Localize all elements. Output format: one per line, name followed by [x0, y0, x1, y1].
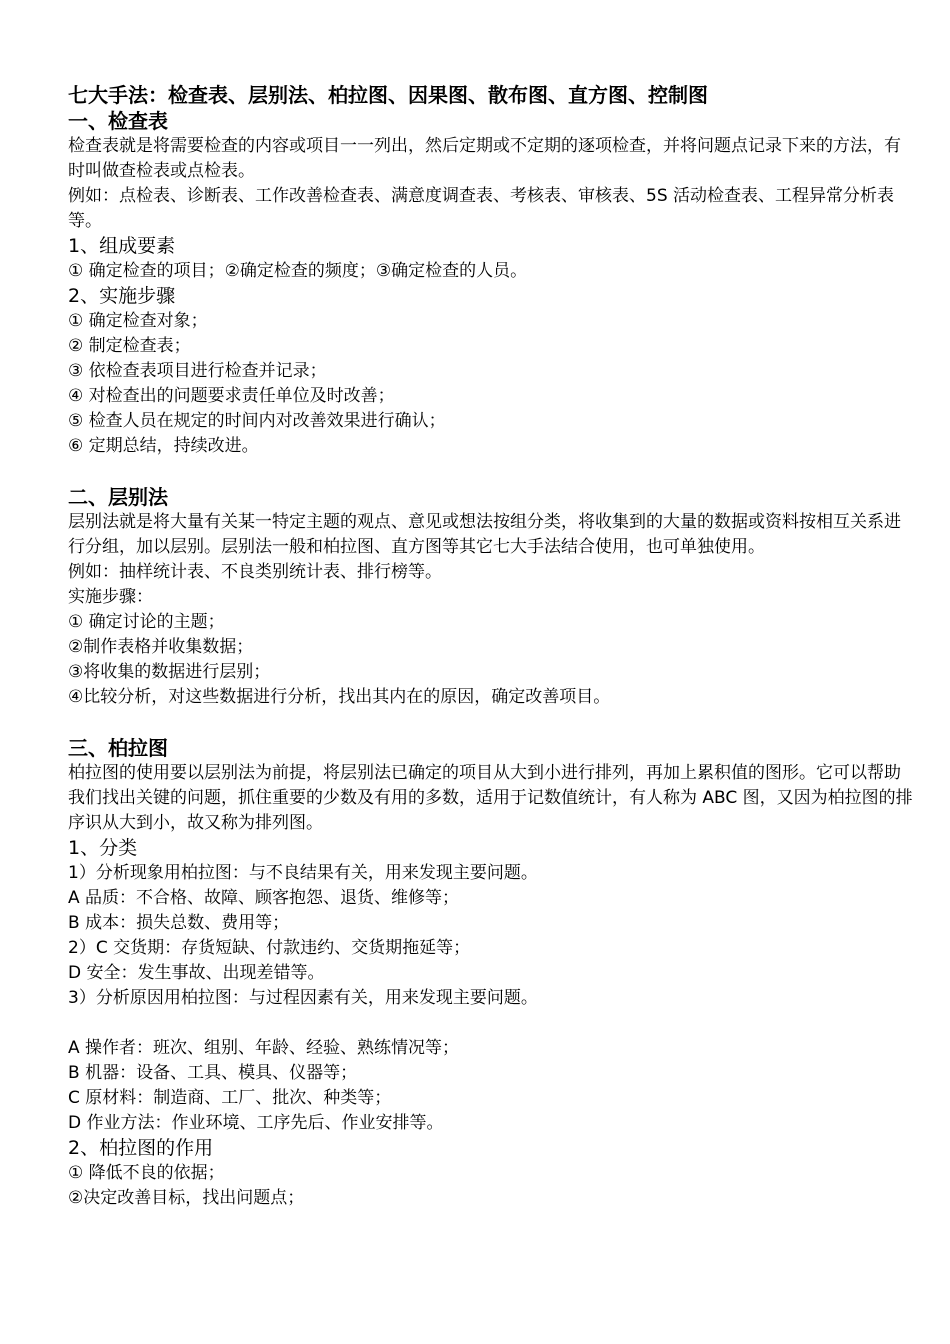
subheading: 2、柏拉图的作用	[68, 1137, 214, 1159]
list-item: ③将收集的数据进行层别；	[68, 662, 271, 682]
spacer	[68, 459, 916, 484]
section-heading-checklist: 一、检查表	[68, 109, 168, 133]
subheading: 1、组成要素	[68, 235, 176, 257]
list-item: ③ 依检查表项目进行检查并记录；	[68, 361, 327, 381]
list-item: ④比较分析，对这些数据进行分析，找出其内在的原因，确定改善项目。	[68, 687, 611, 707]
paragraph: 例如：抽样统计表、不良类别统计表、排行榜等。	[68, 562, 442, 582]
list-item: ⑤ 检查人员在规定的时间内对改善效果进行确认；	[68, 411, 446, 431]
list-item: 3）分析原因用柏拉图：与过程因素有关，用来发现主要问题。	[68, 988, 538, 1008]
list-item: ② 制定检查表；	[68, 336, 191, 356]
list-item: A 操作者：班次、组别、年龄、经验、熟练情况等；	[68, 1038, 460, 1058]
document-page	[68, 82, 916, 1211]
list-item: D 作业方法：作业环境、工序先后、作业安排等。	[68, 1113, 444, 1133]
section-heading-pareto: 三、柏拉图	[68, 736, 168, 760]
paragraph: 检查表就是将需要检查的内容或项目一一列出，然后定期或不定期的逐项检查，并将问题点记录下来的方法，有时叫做查检表或点检表。	[68, 136, 901, 181]
section-heading-stratification: 二、层别法	[68, 485, 168, 509]
paragraph: 柏拉图的使用要以层别法为前提，将层别法已确定的项目从大到小进行排列，再加上累积值的图形。它可以帮助我们找出关键的问题，抓住重要的少数及有用的多数，适用于记数值统计，有人称为 ABC 图，又因为柏拉图的排序识从大到小，故又称为排列图。	[68, 763, 913, 833]
list-item: D 安全：发生事故、出现差错等。	[68, 963, 325, 983]
list-item: ① 确定检查对象；	[68, 311, 208, 331]
spacer	[68, 710, 916, 735]
subheading: 2、实施步骤	[68, 285, 176, 307]
list-item: 2）C 交货期：存货短缺、付款违约、交货期拖延等；	[68, 938, 471, 958]
list-item: A 品质：不合格、故障、顾客抱怨、退货、维修等；	[68, 888, 460, 908]
subheading: 1、分类	[68, 837, 138, 859]
list-item: C 原材料：制造商、工厂、批次、种类等；	[68, 1088, 392, 1108]
paragraph: 例如：点检表、诊断表、工作改善检查表、满意度调查表、考核表、审核表、5S 活动检查表、工程异常分析表等。	[68, 186, 895, 231]
list-item: ① 降低不良的依据；	[68, 1163, 225, 1183]
list-item: ②制作表格并收集数据；	[68, 637, 254, 657]
paragraph: 实施步骤：	[68, 587, 153, 607]
list-item: ① 确定讨论的主题；	[68, 612, 225, 632]
paragraph: 层别法就是将大量有关某一特定主题的观点、意见或想法按组分类，将收集到的大量的数据或资料按相互关系进行分组，加以层别。层别法一般和柏拉图、直方图等其它七大手法结合使用，也可单独使用。	[68, 512, 901, 557]
list-item: ④ 对检查出的问题要求责任单位及时改善；	[68, 386, 395, 406]
spacer	[68, 1011, 916, 1036]
document-title: 七大手法：检查表、层别法、柏拉图、因果图、散布图、直方图、控制图	[68, 83, 708, 107]
list-item: ⑥ 定期总结，持续改进。	[68, 436, 259, 456]
paragraph: ① 确定检查的项目；②确定检查的频度；③确定检查的人员。	[68, 261, 528, 281]
list-item: ②决定改善目标，找出问题点；	[68, 1188, 305, 1208]
list-item: B 成本：损失总数、费用等；	[68, 913, 290, 933]
list-item: B 机器：设备、工具、模具、仪器等；	[68, 1063, 358, 1083]
list-item: 1）分析现象用柏拉图：与不良结果有关，用来发现主要问题。	[68, 863, 538, 883]
